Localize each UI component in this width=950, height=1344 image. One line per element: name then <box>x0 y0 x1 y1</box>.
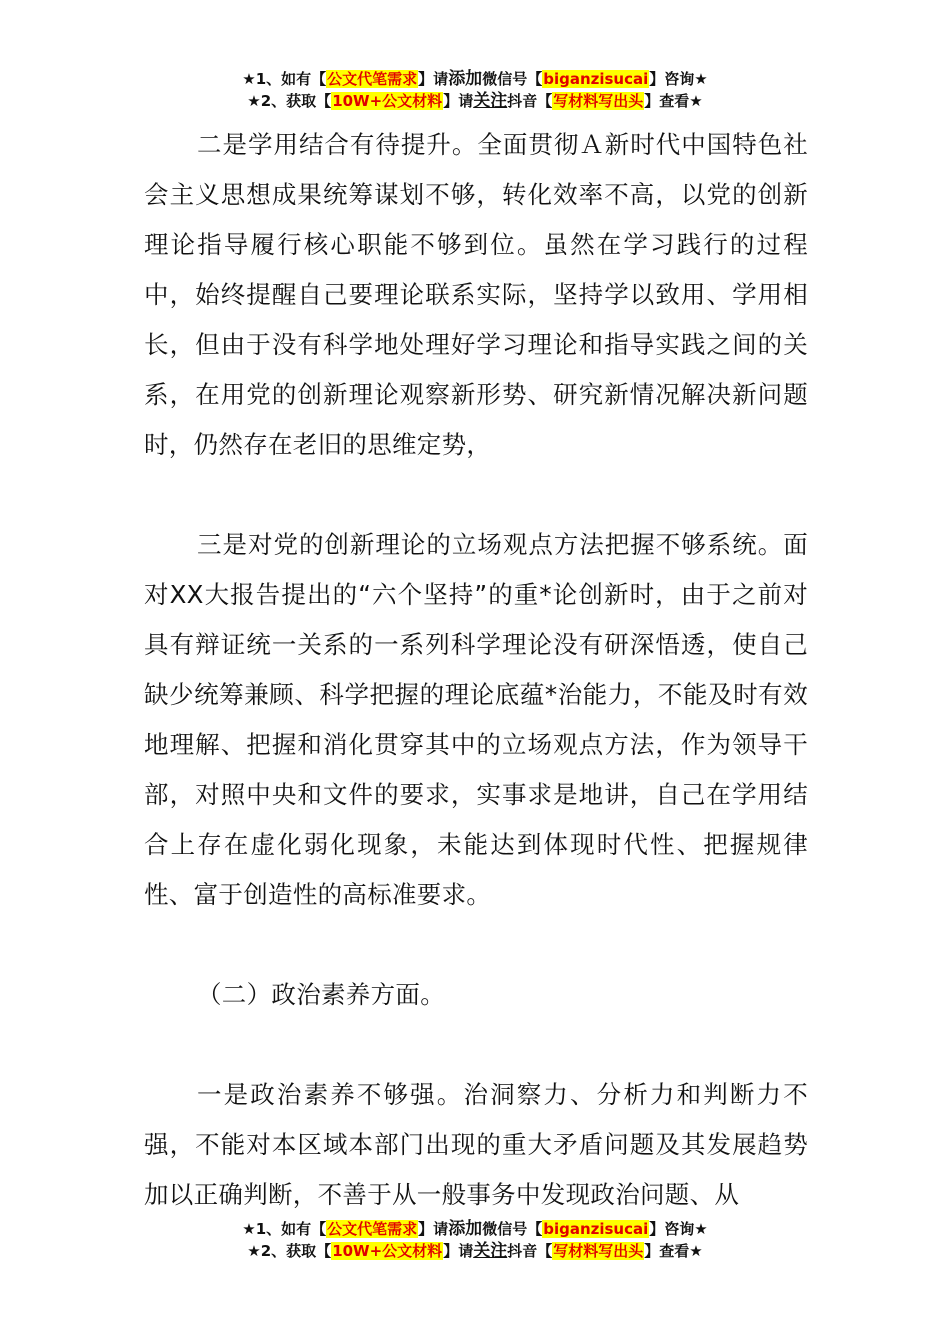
promo-text: ★1、如有【 <box>242 70 327 88</box>
paragraph-text: 一是政治素养不够强。治洞察力、分析力和判断力不强，不能对本区域本部门出现的重大矛盾问题及其发展趋势加以正确判断，不善于从一般事务中发现政治问题、从 <box>144 1080 808 1209</box>
promo-douyin-id: 写材料写出头 <box>553 92 644 110</box>
promo-text: 】查看★ <box>644 1242 703 1260</box>
promo-text: ★1、如有【 <box>242 1220 327 1238</box>
promo-banner-bottom <box>0 1218 950 1262</box>
section-heading-text: （二）政治素养方面。 <box>197 980 445 1009</box>
promo-highlight: 公文代笔需求 <box>327 70 418 88</box>
promo-douyin-id: 写材料写出头 <box>553 1242 644 1260</box>
promo-text: 】咨询★ <box>649 70 708 88</box>
promo-line-2 <box>0 1240 950 1262</box>
paragraph-text: 三是对党的创新理论的立场观点方法把握不够系统。面对XX大报告提出的“六个坚持”的重*论创新时，由于之前对具有辩证统一关系的一系列科学理论没有研深悟透，使自己缺少统筹兼顾、科学把握的理论底蕴*治能力，不能及时有效地理解、把握和消化贯穿其中的立场观点方法，作为领导干部，对照中央和文件的要求，实事求是地讲，自己在学用结合上存在虚化弱化现象，未能达到体现时代性、把握规律性、富于创造性的高标准要求。 <box>144 530 808 909</box>
promo-emphasis: 关注 <box>473 91 508 111</box>
promo-emphasis: 关注 <box>473 1241 508 1261</box>
paragraph-political-literacy <box>144 1070 808 1220</box>
promo-text: 】请 <box>443 92 474 110</box>
promo-highlight: 公文代笔需求 <box>327 1220 418 1238</box>
promo-text: ★2、获取【 <box>247 92 332 110</box>
paragraph-theory-methods <box>144 520 808 920</box>
promo-emphasis: 添加 <box>448 1219 483 1239</box>
paragraph-study-application <box>144 120 808 470</box>
promo-text: 抖音【 <box>507 1242 553 1260</box>
promo-highlight: 10W+公文材料 <box>332 1242 443 1260</box>
promo-text: 抖音【 <box>507 92 553 110</box>
promo-banner-top <box>0 68 950 112</box>
promo-wechat-id: biganzisucai <box>543 1220 649 1238</box>
promo-text: 】请 <box>418 70 449 88</box>
promo-text: 微信号【 <box>482 1220 543 1238</box>
section-heading-political <box>144 970 808 1020</box>
promo-highlight: 10W+公文材料 <box>332 92 443 110</box>
paragraph-text: 二是学用结合有待提升。全面贯彻Ａ新时代中国特色社会主义思想成果统筹谋划不够，转化效率不高，以党的创新理论指导履行核心职能不够到位。虽然在学习践行的过程中，始终提醒自己要理论联系实际，坚持学以致用、学用相长，但由于没有科学地处理好学习理论和指导实践之间的关系，在用党的创新理论观察新形势、研究新情况解决新问题时，仍然存在老旧的思维定势， <box>144 130 808 459</box>
promo-text: 】请 <box>418 1220 449 1238</box>
promo-line-1 <box>0 1218 950 1240</box>
promo-line-1 <box>0 68 950 90</box>
promo-wechat-id: biganzisucai <box>543 70 649 88</box>
promo-text: 】查看★ <box>644 92 703 110</box>
promo-text: 微信号【 <box>482 70 543 88</box>
promo-text: 】咨询★ <box>649 1220 708 1238</box>
promo-text: 】请 <box>443 1242 474 1260</box>
promo-line-2 <box>0 90 950 112</box>
promo-emphasis: 添加 <box>448 69 483 89</box>
promo-text: ★2、获取【 <box>247 1242 332 1260</box>
